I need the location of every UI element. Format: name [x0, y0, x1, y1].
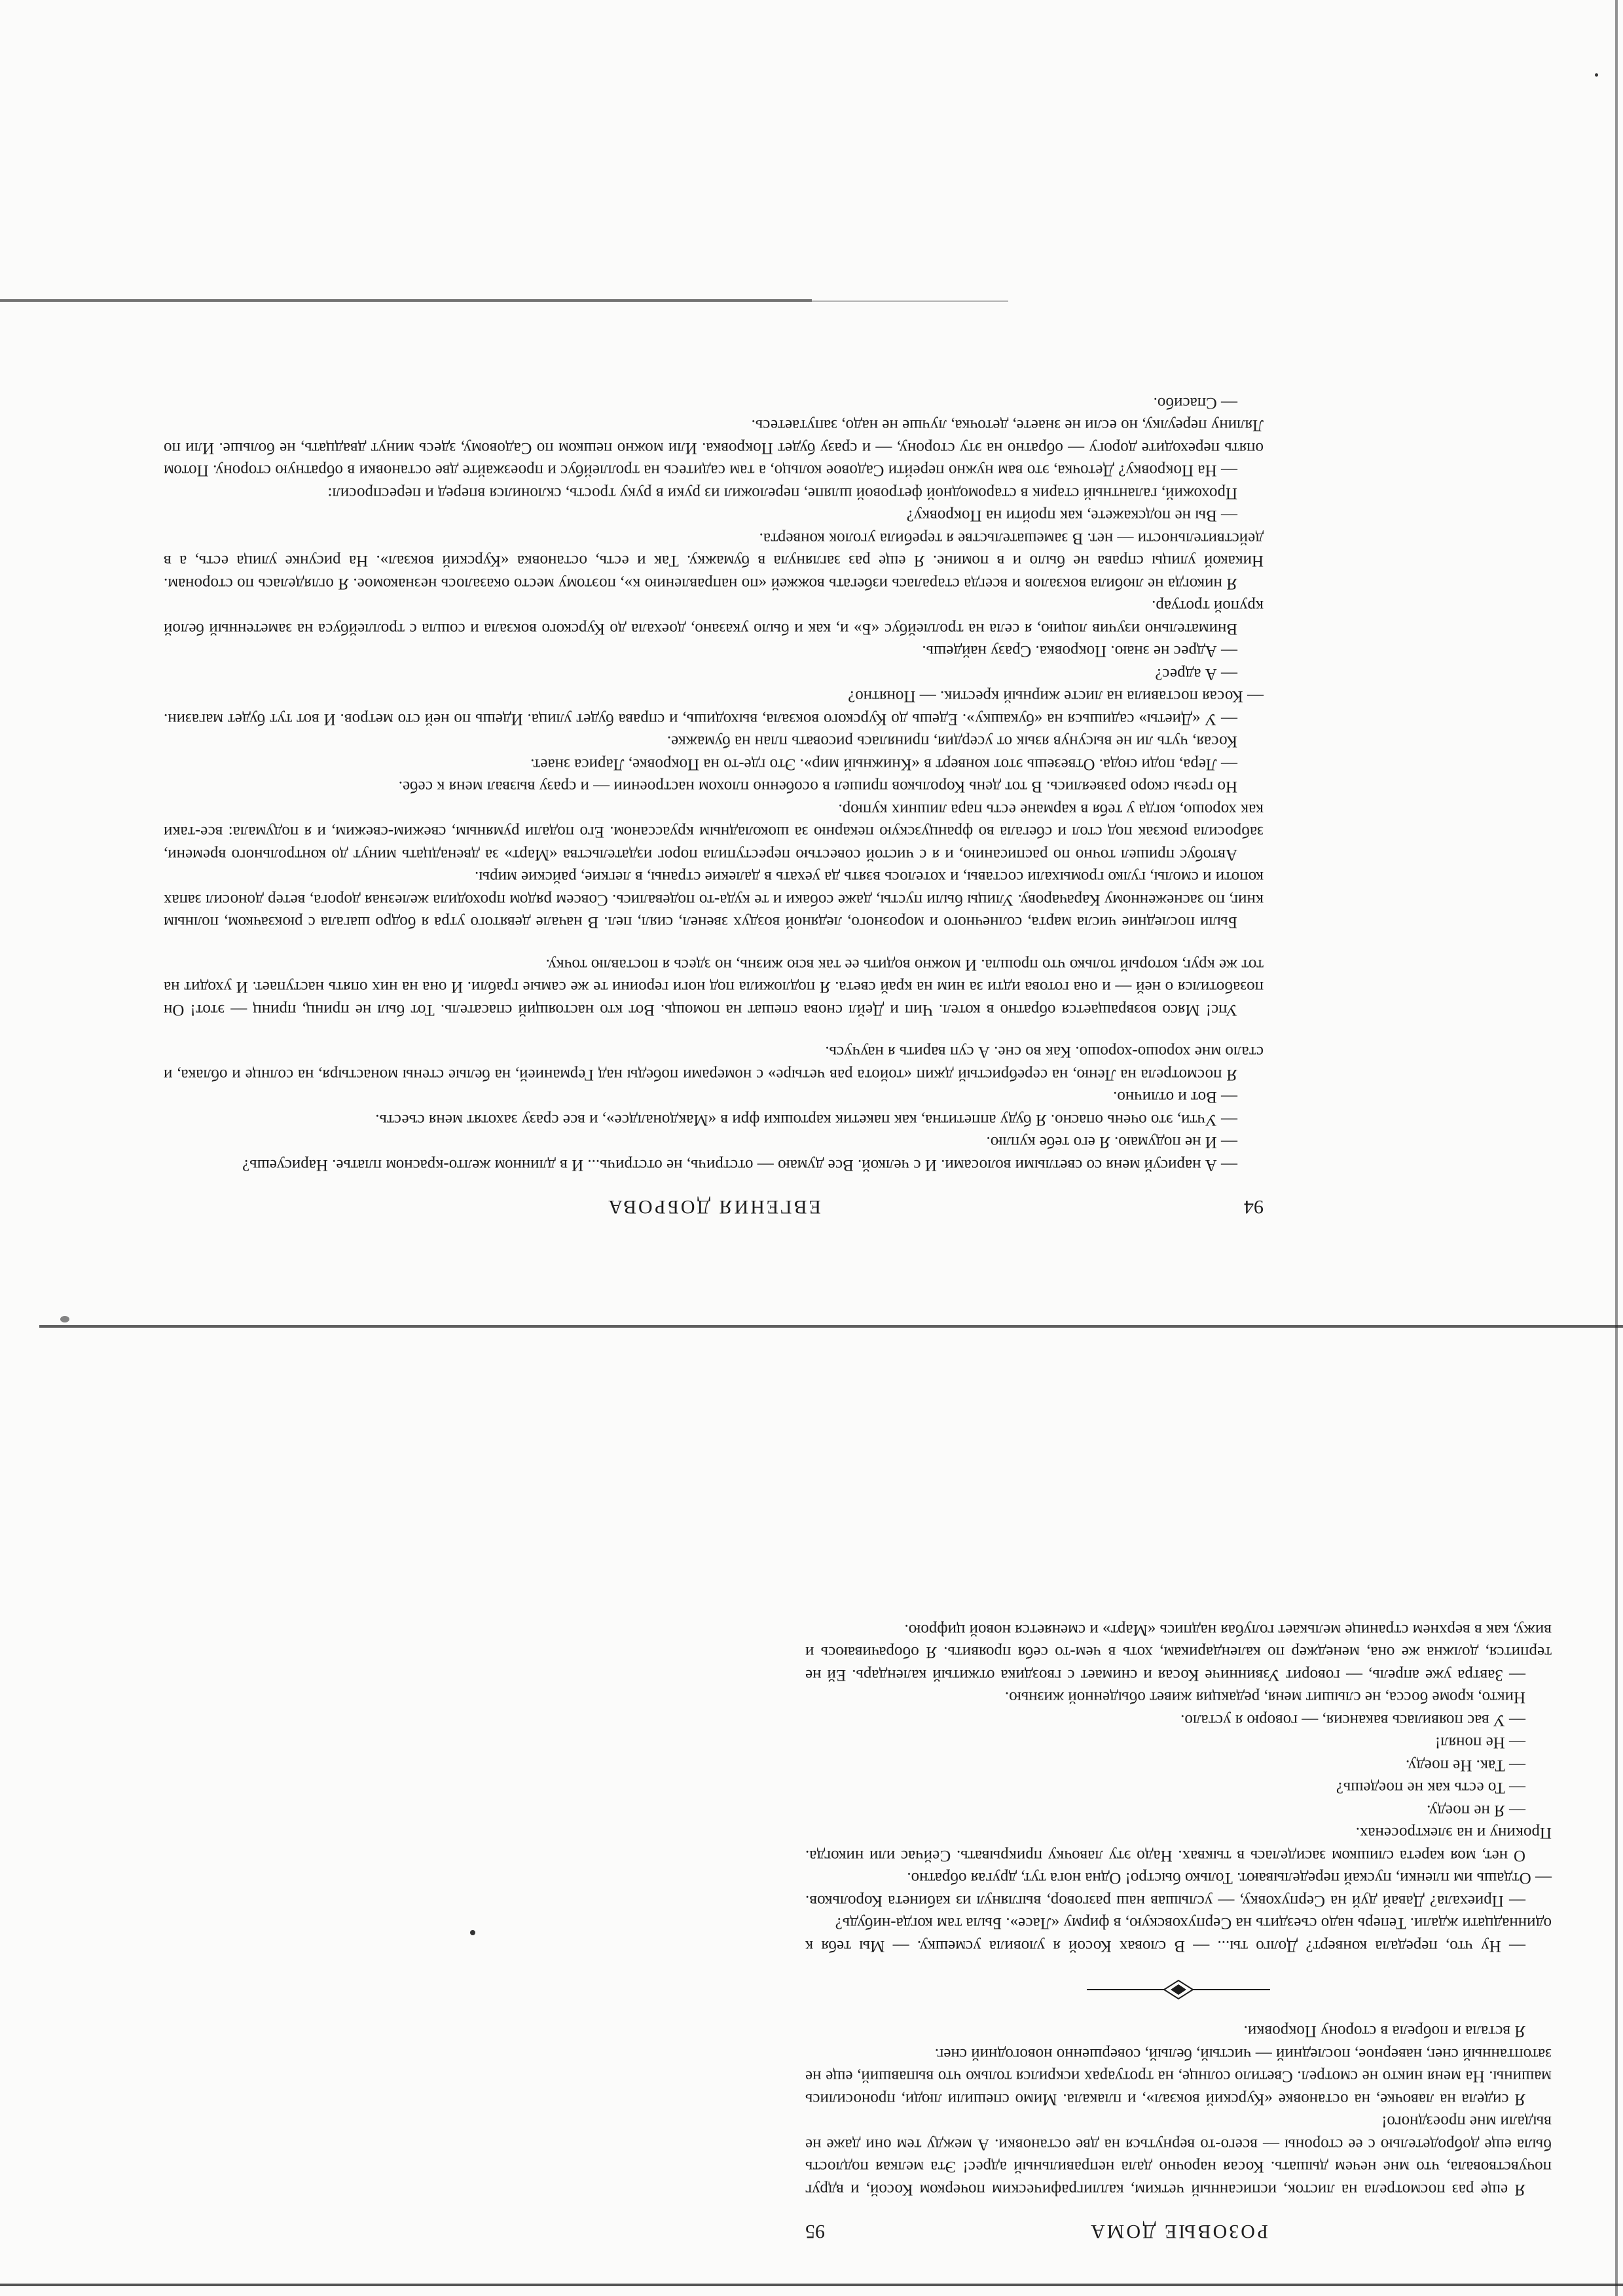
scan-speck	[1595, 73, 1598, 77]
scan-speck	[470, 1930, 475, 1935]
paragraph: — Спасибо.	[1153, 394, 1237, 412]
scan-fold-line	[0, 299, 812, 302]
running-head	[805, 2220, 1552, 2242]
paragraph: — Адрес не знаю. Покровка. Сразу найдешь.	[922, 642, 1237, 661]
paragraph: Были последние числа марта, солнечного и морозного, ледяной воздух звенел, сиял, пел. В начале девятого утра я бодро шагала с рюкзачком, полным книг, по заснеженному Карачарову. Улицы были пусты, даже собаки и те куда-то подевались. Совсем рядом проходила железная дорога, ветер доносил запах копоти и смолы, гулко громыхали составы, и хотелось взять да уехать в далекие страны, в легкие, райские миры.	[164, 868, 1264, 932]
book-page-95	[805, 1352, 1552, 2242]
paragraph: — Лера, поди сюда. Отвезешь этот конверт в «Книжный мир». Это где-то на Покровке, Лариса знает.	[530, 756, 1237, 773]
page-divider-line	[39, 1325, 1623, 1328]
paragraph: Я сидела на лавочке, на остановке «Курский вокзал», и плакала. Мимо спешили люди, проносились машины. На меня никто не смотрел. Светило солнце, на тротуарах искрился только что выпавший, еще не затоптанный снег, наверное, последний — чистый, белый, совершенно новогодний снег.	[805, 2045, 1552, 2108]
paragraph: Упс! Мясо возвращается обратно в котел. Чип и Дейл снова спешат на помощь. Вот кто настоящий спасатель. Тот был не принц, принц — этот! Он позаботился о ней — и она готова идти за ним на край света. Я подложила под ноги героини те же самые грабли. И она на них опять наступает. И уходит на тот же круг, который только что прошла. И можно водить ее так всю жизнь, но здесь я поставлю точку.	[164, 956, 1264, 1019]
running-head-author: ЕВГЕНИЯ ДОБРОВА	[606, 1196, 821, 1218]
paragraph: — Завтра уже апрель, — говорит Узвинниче Косая и снимает с гвоздика отжитый календарь. Ей не терпится, должна же она, менеджер по календарикам, хоть в чем-то себя проявить. Я оборачиваюсь и вижу, как в верхнем странице мелькает голубая надпись «Март» и сменяется новой цифрою.	[805, 1621, 1552, 1684]
paragraph: — А адрес?	[1155, 665, 1237, 683]
page-number: 95	[805, 2221, 825, 2242]
paragraph: — На Покровку? Деточка, это вам нужно перейти Садовое кольцо, а там садитесь на троллейбус и проезжайте две остановки в обратную сторону. Потом опять переходите дорогу — обратно на эту сторону, — и сразу будет Покровка. Или можно пешком по Садовому, здесь минут двадцать, не больше. Или по Лялину переулку, но если не знаете, деточка, лучше не надо, запутаетесь.	[164, 416, 1264, 480]
paragraph: Автобус пришел точно по расписанию, и я с чистой совестью переступила порог издательства «Март» за двенадцать минут до контрольного времени, забросила рюкзак под стол и сбегала во французскую пекарню за шоколадным круассаном. Его подали румяным, свежим-свежим, и я подумала: все-таки как хорошо, когда у тебя в кармане есть пара лишних купюр.	[164, 801, 1264, 864]
running-head-chapter: РОЗОВЫЕ ДОМА	[1089, 2221, 1268, 2242]
scan-fold-line-faint	[812, 301, 1008, 302]
paragraph: — И не подумаю. Я его тебе куплю.	[986, 1133, 1237, 1152]
paragraph: Прохожий, галантный старик в старомодной фетровой шляпе, переложил из руки в руку трость, склонился вперед и переспросил:	[327, 484, 1237, 502]
paragraph: — Так. Не поеду.	[1406, 1757, 1525, 1774]
paragraph: О нет, моя карета слишком засиделась в тыквах. Надо эту лавочку прикрывать. Сейчас или никогда. Прокину и на электросенах.	[805, 1824, 1552, 1865]
scan-speck	[60, 1316, 69, 1322]
scan-right-edge	[1615, 0, 1618, 2296]
paragraph: — Учти, это очень опасно. Я буду аппетитна, как пакетик картошки фри в «Макдоналдсе», и все сразу захотят меня съесть.	[375, 1111, 1237, 1129]
paragraph: — Приехала? Давай дуй на Серпуховку, — услышав наш разговор, выглянул из кабинета Корольков. — Отдашь им пленки, пускай переделывают. Только быстро! Одна нога тут, другая обратно.	[805, 1869, 1552, 1910]
paragraph: Но грезы скоро развеялись. В тот день Корольков пришел в особенно плохом настроении — и сразу вызвал меня к себе.	[398, 778, 1237, 796]
book-page-94	[164, 373, 1264, 1218]
paragraph: — У вас появилась вакансия, — говорю я устало.	[1180, 1711, 1525, 1729]
scan-bottom-edge	[0, 2284, 1623, 2286]
paragraph: — Ну что, передала конверт? Долго ты... — В словах Косой я уловила усмешку. — Мы тебя к одиннадцати ждали. Теперь надо съездить на Серпуховскую, в фирму «Ласе». Была там когда-нибудь?	[805, 1914, 1552, 1955]
paragraph: Косая, чуть ли не высунув язык от усердия, принялась рисовать план на бумажке.	[666, 733, 1237, 751]
page-number: 94	[1244, 1196, 1264, 1218]
paragraph: — То есть как не поедешь?	[1336, 1779, 1525, 1797]
paragraph: Внимательно изучив лоцию, я села на троллейбус «Б» и, как и было указано, доехала до Курского вокзала и сошла с троллейбуса на заметенный белой крупой тротуар.	[164, 597, 1264, 638]
section-break-ornament-icon	[1087, 1977, 1270, 2003]
paragraph: — Я не поеду.	[1427, 1802, 1525, 1819]
paragraph: Я посмотрела на Леню, на серебристый джип «тойота рав четыре» с номерами победы над Германией, на белые стены монастыря, на солнце и облака, и стало мне хорошо-хорошо. Как во сне. А суп варить я научусь.	[164, 1043, 1264, 1084]
paragraph: Я еще раз посмотрела на листок, исписанный четким, каллиграфическим почерком Косой, и вдруг почувствовала, что мне нечем дышать. Косая нарочно дала неправильный адрес! Эта мелкая подлость была еще добродетелью с ее стороны — всего-то вернуться на две остановки. А между тем они даже не выдали мне проездного!	[805, 2113, 1552, 2198]
paragraph: Я встала и побрела в сторону Покровки.	[1243, 2022, 1525, 2041]
running-head	[164, 1195, 1264, 1218]
paragraph: — У «Диеты» садишься на «букашку». Едешь до Курского вокзала, выходишь, и справа будет улица. Идешь по ней сто метров. И вот тут будет магазин. — Косая поставила на листе жирный крестик. — Понятно?	[164, 687, 1264, 728]
paragraph: — Не понял!	[1434, 1734, 1525, 1752]
paragraph: Я никогда не любила вокзалов и всегда старалась избегать вожжей «по направлению к», поэтому место оказалось незнакомое. Я огляделась по сторонам. Никакой улицы справа не было и в помине. Я еще раз заглянула в бумажку. Так и есть, остановка «Курский вокзал». На рисунке улица есть, а в действительности — нет. В замешательстве я теребила уголок конверта.	[164, 530, 1264, 592]
paragraph: — Вы не подскажете, как пройти на Покровку?	[906, 507, 1237, 525]
paragraph: — Вот и отлично.	[1113, 1088, 1237, 1106]
paragraph: Никто, кроме босса, не слышит меня, редакция живет обыденной жизнью.	[1004, 1688, 1525, 1707]
paragraph: — А нарисуй меня со светлыми волосами. И с челкой. Все думаю — отстричь, не отстричь... И в длинном желто-красном платье. Нарисуешь?	[242, 1156, 1237, 1174]
